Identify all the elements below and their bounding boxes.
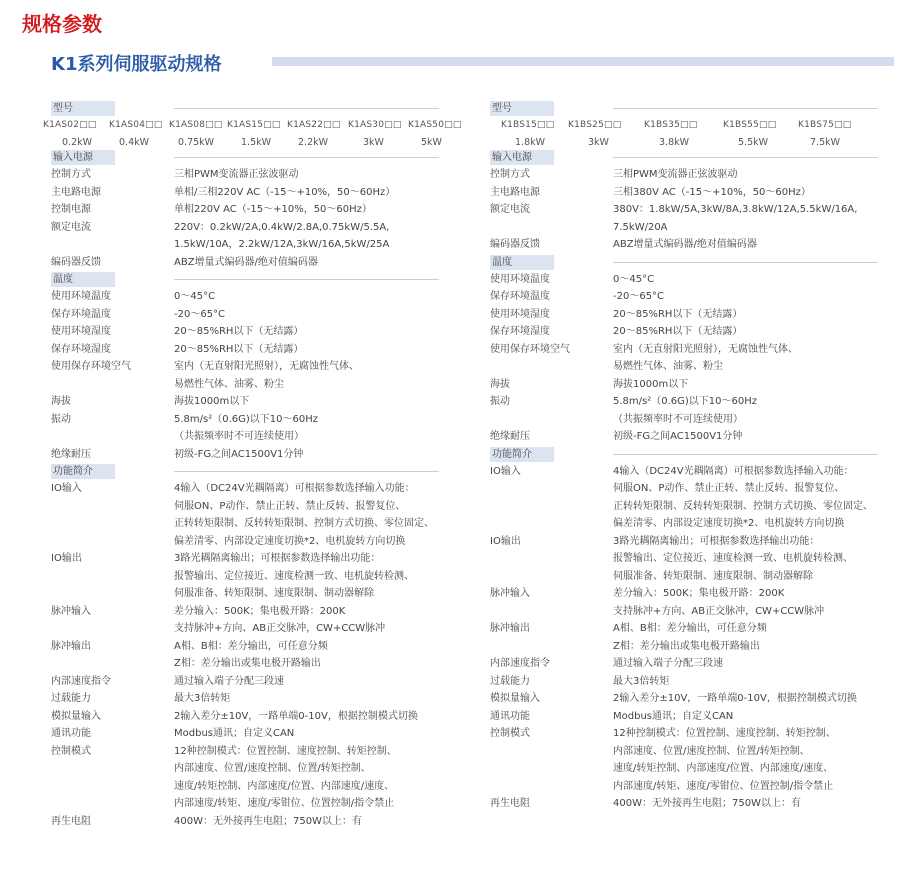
spec-value	[613, 393, 895, 428]
spec-row-pulse-out	[490, 620, 895, 655]
spec-value-line: 易燃性气体、油雾、粉尘	[174, 378, 284, 390]
spec-value	[174, 323, 456, 341]
spec-row-rated-current	[490, 201, 895, 236]
spec-row-io-out	[51, 550, 456, 603]
spec-value-line: 报警输出、定位接近、速度检测一致、电机旋转检测、	[613, 553, 853, 564]
spec-row-encoder	[51, 254, 456, 272]
spec-row-comm	[51, 725, 456, 743]
model-name: K1AS30□□	[348, 120, 402, 130]
spec-value-line: 伺服准备、转矩限制、速度限制、制动器解除	[174, 588, 374, 599]
spec-value	[613, 655, 895, 673]
spec-value-line: 2输入差分±10V，一路单端0-10V，根据控制模式切换	[174, 710, 418, 722]
spec-label: 控制模式	[51, 745, 91, 757]
model-name: K1AS22□□	[287, 120, 341, 130]
spec-row-insulation	[490, 428, 895, 446]
power-list	[51, 134, 456, 149]
spec-row-air	[490, 341, 895, 376]
spec-value-line: 内部速度/转矩、速度/零钳位、位置控制/指令禁止	[613, 780, 834, 792]
spec-row-air	[51, 358, 456, 393]
spec-row-store-temp	[51, 306, 456, 324]
spec-value-line: Z相：差分输出或集电极开路输出	[174, 658, 321, 669]
spec-value-line: 20～85%RH以下（无结露）	[174, 326, 304, 337]
spec-value-line: ABZ增量式编码器/绝对值编码器	[174, 256, 318, 268]
spec-value-line: 三相PWM变流器正弦波驱动	[613, 169, 738, 180]
spec-value-line: Z相：差分输出或集电极开路输出	[613, 640, 760, 652]
spec-value-line: （共振频率时不可连续使用）	[613, 413, 743, 425]
spec-value-line: 正转转矩限制、反转转矩限制、控制方式切换、零位固定、	[174, 518, 434, 529]
section-rule	[174, 471, 439, 472]
spec-value-line: 380V：1.8kW/5A,3kW/8A,3.8kW/12A,5.5kW/16A,	[613, 204, 858, 215]
spec-row-use-temp	[490, 271, 895, 289]
model-name: K1AS04□□	[109, 120, 163, 130]
spec-label: 编码器反馈	[51, 256, 101, 268]
spec-value-line: 20～85%RH以下（无结露）	[613, 326, 743, 337]
spec-value-line: 支持脉冲+方向、AB正交脉冲，CW+CCW脉冲	[174, 623, 386, 634]
spec-value-line: 3路光耦隔离输出；可根据参数选择输出功能：	[174, 553, 381, 564]
spec-value-line: 5.8m/s²（0.6G)以下10～60Hz	[174, 413, 319, 425]
spec-value-line: 最大3倍转矩	[174, 693, 231, 704]
section-label: 输入电源	[490, 150, 554, 165]
power-list	[490, 134, 895, 149]
spec-row-pulse-in	[490, 585, 895, 620]
spec-label: 使用环境温度	[51, 291, 111, 302]
spec-row-overload	[490, 673, 895, 691]
spec-value	[613, 236, 895, 254]
section-rule	[174, 157, 439, 158]
spec-value	[174, 254, 456, 272]
spec-value-line: 20～85%RH以下（无结露）	[174, 343, 304, 355]
spec-label: 主电路电源	[51, 186, 101, 198]
spec-value	[613, 673, 895, 691]
power-value: 5.5kW	[738, 137, 769, 148]
section-rule	[613, 108, 878, 109]
spec-value	[613, 271, 895, 289]
power-value: 0.2kW	[62, 137, 93, 148]
spec-label: 通讯功能	[490, 710, 530, 722]
spec-value-line: 初级-FG之间AC1500V1分钟	[613, 431, 743, 442]
spec-value	[174, 341, 456, 359]
spec-value-line: 0～45°C	[613, 273, 655, 285]
section-rule	[613, 262, 878, 263]
section-label: 温度	[51, 272, 115, 287]
spec-label: 使用保存环境空气	[490, 343, 570, 355]
model-name: K1BS55□□	[723, 120, 777, 130]
spec-value-line: ABZ增量式编码器/绝对值编码器	[613, 239, 757, 250]
section-label: 功能简介	[490, 447, 554, 462]
spec-value-line: 内部速度/转矩、速度/零钳位、位置控制/指令禁止	[174, 798, 395, 809]
spec-value	[174, 480, 456, 550]
spec-value-line: 内部速度、位置/速度控制、位置/转矩控制、	[174, 763, 371, 774]
spec-value	[613, 376, 895, 394]
spec-value	[174, 603, 456, 638]
section-input-power	[490, 149, 895, 166]
left-spec-column	[43, 100, 462, 830]
spec-value-line: 速度/转矩控制、内部速度/位置、内部速度/速度、	[613, 763, 834, 774]
spec-row-main-power	[490, 184, 895, 202]
spec-value-line: 海拔1000m以下	[174, 396, 250, 407]
spec-row-altitude	[51, 393, 456, 411]
model-section	[490, 100, 895, 117]
spec-row-store-temp	[490, 288, 895, 306]
spec-row-io-in	[51, 480, 456, 550]
spec-value-line: 通过输入端子分配三段速	[174, 675, 284, 687]
spec-value-line: 4输入（DC24V光耦隔离）可根据参数选择输入功能：	[613, 465, 854, 477]
spec-row-analog-in	[51, 708, 456, 726]
spec-row-internal-speed	[51, 673, 456, 691]
model-name: K1AS02□□	[43, 120, 97, 130]
spec-label: 再生电阻	[51, 815, 91, 827]
spec-label: 脉冲输出	[490, 623, 530, 634]
spec-value-line: 报警输出、定位接近、速度检测一致、电机旋转检测、	[174, 570, 414, 582]
spec-row-analog-in	[490, 690, 895, 708]
spec-label: 脉冲输出	[51, 640, 91, 652]
spec-row-rated-current	[51, 219, 456, 254]
spec-label: 保存环境湿度	[490, 326, 550, 337]
spec-row-regen	[490, 795, 895, 813]
spec-value-line: 4输入（DC24V光耦隔离）可根据参数选择输入功能：	[174, 483, 415, 494]
spec-value-line: 正转转矩限制、反转转矩限制、控制方式切换、零位固定、	[613, 500, 873, 512]
spec-value-line: 最大3倍转矩	[613, 675, 670, 687]
spec-label: 内部速度指令	[490, 658, 550, 669]
spec-value	[174, 743, 456, 813]
spec-label: IO输入	[51, 483, 82, 494]
spec-label: 控制方式	[51, 169, 91, 180]
spec-value-line: 7.5kW/20A	[613, 221, 668, 233]
section-environment	[490, 254, 895, 271]
spec-label: 使用环境湿度	[490, 308, 550, 320]
model-name: K1BS15□□	[501, 120, 555, 130]
spec-value	[174, 288, 456, 306]
model-list	[490, 117, 895, 134]
spec-value-line: 三相PWM变流器正弦波驱动	[174, 169, 299, 180]
power-value: 3kW	[363, 137, 384, 148]
spec-label: IO输入	[490, 465, 521, 477]
model-section	[51, 100, 456, 117]
spec-row-internal-speed	[490, 655, 895, 673]
spec-value	[613, 184, 895, 202]
spec-value-line: 伺服准备、转矩限制、速度限制、制动器解除	[613, 570, 813, 582]
spec-value-line: Modbus通讯；自定义CAN	[613, 710, 734, 722]
spec-row-control-method	[490, 166, 895, 184]
spec-value	[174, 446, 456, 464]
model-name: K1AS08□□	[169, 120, 223, 130]
spec-value	[174, 690, 456, 708]
spec-value-line: 伺服ON、P动作、禁止正转、禁止反转、报警复位、	[613, 483, 845, 494]
spec-value-line: 220V：0.2kW/2A,0.4kW/2.8A,0.75kW/5.5A,	[174, 221, 390, 233]
power-value: 0.4kW	[119, 137, 150, 148]
spec-row-main-power	[51, 184, 456, 202]
model-name: K1AS15□□	[227, 120, 281, 130]
spec-value-line: 3路光耦隔离输出；可根据参数选择输出功能：	[613, 535, 820, 547]
spec-row-vibration	[51, 411, 456, 446]
spec-value-line: 室内（无直射阳光照射），无腐蚀性气体、	[613, 343, 798, 355]
page-heading: 规格参数	[22, 12, 102, 36]
spec-value-line: 速度/转矩控制、内部速度/位置、内部速度/速度、	[174, 780, 395, 792]
spec-label: 绝缘耐压	[51, 448, 91, 460]
spec-value	[613, 288, 895, 306]
spec-row-io-in	[490, 463, 895, 533]
spec-value	[174, 673, 456, 691]
spec-value-line: 偏差清零、内部设定速度切换*2、电机旋转方向切换	[174, 535, 406, 547]
spec-row-store-hum	[51, 341, 456, 359]
spec-value-line: 差分输入：500K；集电极开路：200K	[613, 588, 785, 599]
spec-value-line: 支持脉冲+方向、AB正交脉冲，CW+CCW脉冲	[613, 605, 825, 617]
spec-value-line: -20～65°C	[613, 291, 665, 302]
section-label: 型号	[490, 101, 554, 116]
spec-row-vibration	[490, 393, 895, 428]
spec-label: 保存环境温度	[490, 291, 550, 302]
spec-label: 保存环境温度	[51, 308, 111, 320]
title-rule	[272, 57, 894, 66]
power-value: 3kW	[588, 137, 609, 148]
spec-value-line: 室内（无直射阳光照射），无腐蚀性气体、	[174, 361, 359, 372]
spec-value-line: 12种控制模式：位置控制、速度控制、转矩控制、	[613, 728, 836, 739]
model-name: K1BS25□□	[568, 120, 622, 130]
spec-value	[613, 795, 895, 813]
spec-value-line: 400W：无外接再生电阻；750W以上：有	[613, 798, 801, 809]
spec-row-pulse-out	[51, 638, 456, 673]
spec-value	[613, 323, 895, 341]
spec-label: 再生电阻	[490, 798, 530, 809]
spec-row-use-hum	[51, 323, 456, 341]
spec-row-use-temp	[51, 288, 456, 306]
spec-value	[174, 725, 456, 743]
spec-row-control-method	[51, 166, 456, 184]
spec-label: 绝缘耐压	[490, 431, 530, 442]
spec-row-altitude	[490, 376, 895, 394]
spec-label: 控制电源	[51, 204, 91, 215]
spec-value	[174, 201, 456, 219]
spec-value-line: 通过输入端子分配三段速	[613, 658, 723, 669]
spec-value	[613, 428, 895, 446]
spec-label: 使用保存环境空气	[51, 361, 131, 372]
spec-value-line: （共振频率时不可连续使用）	[174, 431, 304, 442]
spec-label: 模拟量输入	[490, 693, 540, 704]
power-value: 2.2kW	[298, 137, 329, 148]
spec-label: 振动	[490, 396, 510, 407]
spec-value-line: 400W：无外接再生电阻；750W以上：有	[174, 815, 362, 827]
spec-label: 内部速度指令	[51, 675, 111, 687]
spec-value-line: 0～45°C	[174, 291, 216, 302]
spec-value-line: 2输入差分±10V，一路单端0-10V，根据控制模式切换	[613, 693, 857, 704]
power-value: 1.5kW	[241, 137, 272, 148]
spec-value	[174, 306, 456, 324]
spec-row-use-hum	[490, 306, 895, 324]
spec-row-regen	[51, 813, 456, 831]
power-value: 1.8kW	[515, 137, 546, 148]
section-label: 功能简介	[51, 464, 115, 479]
spec-label: 使用环境湿度	[51, 326, 111, 337]
spec-value	[174, 219, 456, 254]
section-functions	[490, 446, 895, 463]
spec-label: 过载能力	[490, 675, 530, 687]
spec-value-line: 偏差清零、内部设定速度切换*2、电机旋转方向切换	[613, 518, 845, 529]
spec-label: 控制方式	[490, 169, 530, 180]
spec-value	[174, 813, 456, 831]
spec-label: IO输出	[490, 535, 521, 547]
spec-value	[613, 201, 895, 236]
power-value: 5kW	[421, 137, 442, 148]
power-value: 7.5kW	[810, 137, 841, 148]
spec-value-line: 伺服ON、P动作、禁止正转、禁止反转、报警复位、	[174, 500, 406, 512]
spec-row-io-out	[490, 533, 895, 586]
spec-value-line: 20～85%RH以下（无结露）	[613, 308, 743, 320]
spec-row-overload	[51, 690, 456, 708]
spec-value	[613, 620, 895, 655]
spec-value-line: 1.5kW/10A，2.2kW/12A,3kW/16A,5kW/25A	[174, 239, 390, 250]
section-rule	[613, 157, 878, 158]
spec-label: 通讯功能	[51, 728, 91, 739]
spec-value	[613, 463, 895, 533]
section-rule	[613, 454, 878, 455]
spec-label: 控制模式	[490, 728, 530, 739]
section-label: 温度	[490, 255, 554, 270]
spec-value-line: 差分输入：500K；集电极开路：200K	[174, 605, 346, 617]
spec-value	[613, 585, 895, 620]
spec-value	[613, 166, 895, 184]
spec-value-line: 海拔1000m以下	[613, 378, 689, 390]
spec-row-pulse-in	[51, 603, 456, 638]
spec-value-line: -20～65°C	[174, 308, 226, 320]
model-name: K1AS50□□	[408, 120, 462, 130]
spec-value	[174, 166, 456, 184]
spec-row-control-power	[51, 201, 456, 219]
spec-row-store-hum	[490, 323, 895, 341]
spec-value-line: 内部速度、位置/速度控制、位置/转矩控制、	[613, 745, 810, 757]
spec-value-line: 单相220V AC（-15～+10%，50～60Hz）	[174, 204, 372, 215]
spec-row-insulation	[51, 446, 456, 464]
section-functions	[51, 463, 456, 480]
spec-label: 额定电流	[51, 221, 91, 233]
model-name: K1BS75□□	[798, 120, 852, 130]
spec-row-control-mode	[490, 725, 895, 795]
spec-label: 保存环境湿度	[51, 343, 111, 355]
power-value: 0.75kW	[178, 137, 215, 148]
spec-value	[174, 393, 456, 411]
spec-value	[174, 411, 456, 446]
spec-value-line: 5.8m/s²（0.6G)以下10～60Hz	[613, 396, 758, 407]
section-input-power	[51, 149, 456, 166]
spec-value	[613, 533, 895, 586]
spec-value	[613, 725, 895, 795]
spec-value	[174, 184, 456, 202]
spec-label: 脉冲输入	[490, 588, 530, 599]
section-rule	[174, 279, 439, 280]
spec-label: 海拔	[490, 378, 510, 390]
spec-label: 脉冲输入	[51, 605, 91, 617]
spec-value-line: 易燃性气体、油雾、粉尘	[613, 361, 723, 372]
section-environment	[51, 271, 456, 288]
spec-row-encoder	[490, 236, 895, 254]
spec-row-comm	[490, 708, 895, 726]
spec-value	[174, 358, 456, 393]
model-list	[43, 117, 462, 134]
spec-row-control-mode	[51, 743, 456, 813]
spec-label: 编码器反馈	[490, 239, 540, 250]
spec-label: 过载能力	[51, 693, 91, 704]
spec-value	[174, 550, 456, 603]
spec-value-line: 三相380V AC（-15～+10%，50～60Hz）	[613, 186, 811, 198]
spec-value	[613, 690, 895, 708]
spec-label: 使用环境温度	[490, 273, 550, 285]
spec-label: 振动	[51, 413, 71, 425]
spec-value-line: 12种控制模式：位置控制、速度控制、转矩控制、	[174, 745, 397, 757]
spec-value-line: 单相/三相220V AC（-15～+10%，50～60Hz）	[174, 186, 396, 198]
right-spec-column	[490, 100, 895, 813]
spec-label: 额定电流	[490, 204, 530, 215]
spec-label: 海拔	[51, 396, 71, 407]
section-title: K1系列伺服驱动规格	[51, 54, 222, 75]
spec-value-line: 初级-FG之间AC1500V1分钟	[174, 448, 304, 460]
spec-label: 主电路电源	[490, 186, 540, 198]
spec-value	[613, 708, 895, 726]
spec-value	[613, 306, 895, 324]
spec-value	[174, 638, 456, 673]
spec-label: IO输出	[51, 553, 82, 564]
section-label: 输入电源	[51, 150, 115, 165]
model-name: K1BS35□□	[644, 120, 698, 130]
power-value: 3.8kW	[659, 137, 690, 148]
spec-label: 模拟量输入	[51, 710, 101, 722]
spec-value	[613, 341, 895, 376]
spec-value-line: A相、B相：差分输出，可任意分频	[174, 640, 328, 652]
spec-value	[174, 708, 456, 726]
spec-value-line: Modbus通讯；自定义CAN	[174, 728, 295, 739]
spec-value-line: A相、B相：差分输出，可任意分频	[613, 623, 767, 634]
section-rule	[174, 108, 439, 109]
section-label: 型号	[51, 101, 115, 116]
